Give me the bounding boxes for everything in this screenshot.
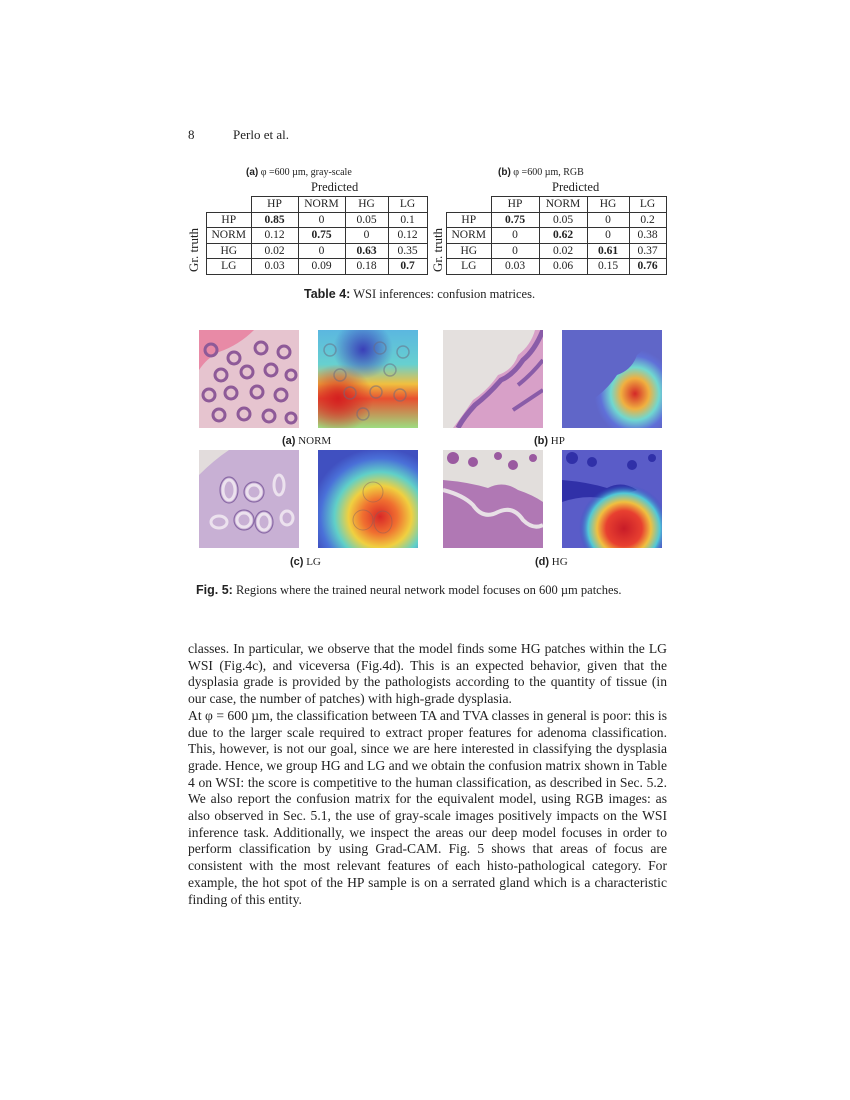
corner-cell — [207, 197, 252, 213]
body-text — [188, 641, 667, 908]
header-row — [447, 197, 667, 213]
cell: 0.12 — [388, 228, 427, 244]
panel-b-label: (b) — [534, 435, 549, 447]
cell: 0.2 — [629, 212, 666, 228]
norm-tissue-image — [199, 330, 299, 428]
panel-c-name: LG — [303, 556, 321, 568]
hp-gradcam-heatmap — [562, 330, 662, 428]
table-caption — [304, 287, 535, 302]
panel-d-caption — [535, 556, 568, 568]
subtable-b-caption — [498, 167, 584, 178]
panel-a-caption — [282, 435, 331, 447]
row-header: HP — [447, 212, 492, 228]
cell: 0.02 — [539, 243, 587, 259]
col-header: LG — [629, 197, 666, 213]
cell: 0.12 — [251, 228, 298, 244]
corner-cell — [447, 197, 492, 213]
row-header: HG — [447, 243, 492, 259]
row-header: LG — [207, 259, 252, 275]
cell: 0.03 — [251, 259, 298, 275]
cell: 0 — [298, 212, 345, 228]
cell: 0.1 — [388, 212, 427, 228]
cell: 0.03 — [491, 259, 539, 275]
cell: 0.62 — [539, 228, 587, 244]
row-header: HG — [207, 243, 252, 259]
col-header: NORM — [298, 197, 345, 213]
subtable-b-label: (b) — [498, 167, 511, 178]
panel-b-name: HP — [548, 435, 565, 447]
lg-gradcam-heatmap — [318, 450, 418, 548]
panel-b-caption — [534, 435, 565, 447]
cell: 0.38 — [629, 228, 666, 244]
truth-axis-label-b: Gr. truth — [430, 227, 445, 272]
cell: 0.63 — [345, 243, 388, 259]
cell: 0.61 — [587, 243, 629, 259]
cell: 0.37 — [629, 243, 666, 259]
table-row — [447, 243, 667, 259]
cell: 0.06 — [539, 259, 587, 275]
subtable-b-title: φ =600 µm, RGB — [510, 167, 584, 178]
cell: 0 — [491, 243, 539, 259]
predicted-axis-label-a: Predicted — [311, 180, 359, 194]
panel-d-name: HG — [549, 556, 568, 568]
figure-caption-text: Regions where the trained neural network model focuses on 600 µm patches. — [232, 583, 622, 597]
lg-tissue-image — [199, 450, 299, 548]
cell: 0.85 — [251, 212, 298, 228]
table-caption-text: WSI inferences: confusion matrices. — [350, 287, 536, 301]
cell: 0.05 — [345, 212, 388, 228]
cell: 0.75 — [298, 228, 345, 244]
table-row — [207, 259, 428, 275]
hg-gradcam-heatmap — [562, 450, 662, 548]
col-header: LG — [388, 197, 427, 213]
cell: 0.35 — [388, 243, 427, 259]
cell: 0.02 — [251, 243, 298, 259]
paragraph-1: classes. In particular, we observe that the model finds some HG patches within the LG WSI (Fig.4c), and viceversa (Fig.4d). This is an expected behavior, given that the dysplasia grade is provided by the pathologists according to the quantity of tissue (in our case, the number of patches) with high-grade dysplasia. — [188, 641, 667, 707]
cell: 0 — [298, 243, 345, 259]
col-header: HG — [587, 197, 629, 213]
table-row — [207, 212, 428, 228]
row-header: LG — [447, 259, 492, 275]
cell: 0 — [345, 228, 388, 244]
hp-tissue-image — [443, 330, 543, 428]
cell: 0 — [587, 212, 629, 228]
truth-axis-label-a: Gr. truth — [186, 227, 201, 272]
header-row — [207, 197, 428, 213]
confusion-matrix-a — [206, 196, 428, 275]
cell: 0.15 — [587, 259, 629, 275]
cell: 0.09 — [298, 259, 345, 275]
panel-a-name: NORM — [295, 435, 332, 447]
figure-caption — [196, 583, 622, 598]
subtable-a-title: φ =600 µm, gray-scale — [258, 167, 352, 178]
col-header: HP — [251, 197, 298, 213]
table-row — [207, 243, 428, 259]
page-number: 8 — [188, 127, 195, 142]
table-row — [207, 228, 428, 244]
running-authors: Perlo et al. — [233, 127, 289, 142]
col-header: HP — [491, 197, 539, 213]
confusion-matrix-b — [446, 196, 667, 275]
hg-tissue-image — [443, 450, 543, 548]
col-header: NORM — [539, 197, 587, 213]
panel-c-caption — [290, 556, 321, 568]
cell: 0.05 — [539, 212, 587, 228]
table-caption-label: Table 4: — [304, 287, 351, 301]
table-row — [447, 212, 667, 228]
figure-caption-label: Fig. 5: — [196, 583, 233, 597]
table-row — [447, 259, 667, 275]
subtable-a-caption — [246, 167, 352, 178]
panel-a-label: (a) — [282, 435, 296, 447]
predicted-axis-label-b: Predicted — [552, 180, 600, 194]
cell: 0.76 — [629, 259, 666, 275]
norm-gradcam-heatmap — [318, 330, 418, 428]
subtable-a-label: (a) — [246, 167, 259, 178]
cell: 0.18 — [345, 259, 388, 275]
row-header: NORM — [207, 228, 252, 244]
row-header: NORM — [447, 228, 492, 244]
paragraph-2: At φ = 600 µm, the classification between TA and TVA classes in general is poor: this is due to the larger scale required to extract proper features for adenoma classification. This, however, is not our goal, since we are here interested in classifying the dysplasia grade. Hence, we group HG and LG and we obtain the confusion matrix shown in Table 4 on WSI: the score is competitive to the human classification, as described in Sec. 5.2. We also report the confusion matrix for the equivalent model, using RGB images: as also observed in Sec. 5.1, the use of gray-scale images positively impacts on the WSI inference task. Additionally, we inspect the areas our deep model focuses in order to perform classification by using Grad-CAM. Fig. 5 shows that areas of focus are consistent with the most relevant features of each histo-pathological category. For example, the hot spot of the HP sample is on a serrated gland which is a characteristic finding of this entity. — [188, 707, 667, 907]
table-row — [447, 228, 667, 244]
col-header: HG — [345, 197, 388, 213]
cell: 0.75 — [491, 212, 539, 228]
panel-d-label: (d) — [535, 556, 550, 568]
cell: 0 — [491, 228, 539, 244]
cell: 0.7 — [388, 259, 427, 275]
cell: 0 — [587, 228, 629, 244]
panel-c-label: (c) — [290, 556, 304, 568]
row-header: HP — [207, 212, 252, 228]
